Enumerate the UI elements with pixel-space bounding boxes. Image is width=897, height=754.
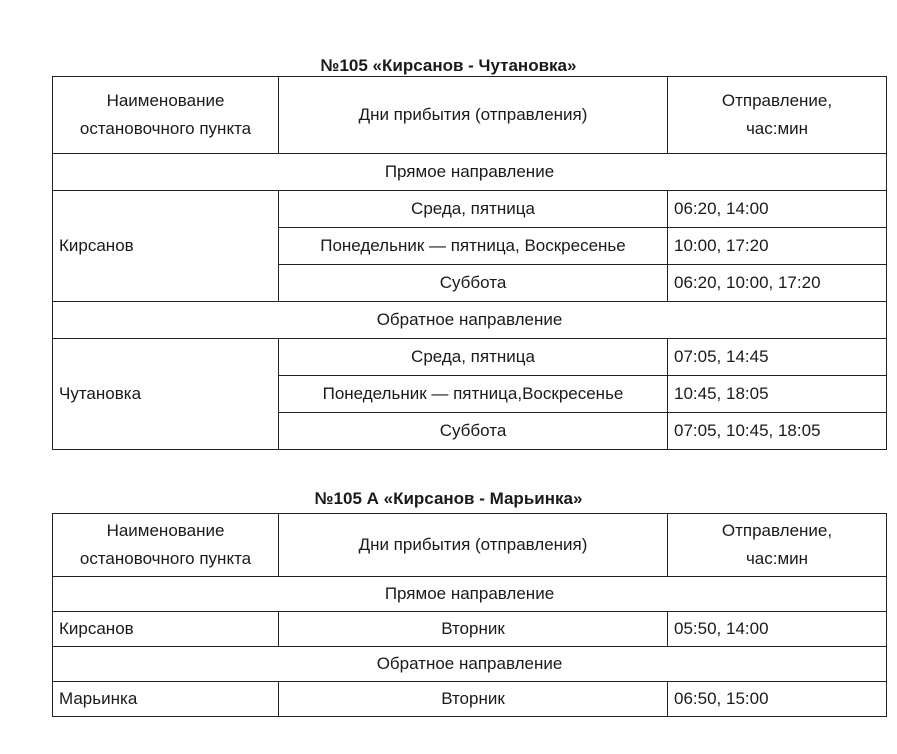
table-row (53, 612, 887, 647)
header-days: Дни прибытия (отправления) (279, 77, 668, 154)
table1-title: №105 «Кирсанов - Чутановка» (320, 56, 577, 75)
header-stop (53, 514, 279, 577)
stop-name: Марьинка (53, 682, 279, 717)
header-row (53, 514, 887, 577)
time-cell: 07:05, 14:45 (668, 339, 887, 376)
header-stop-line2: остановочного пункта (79, 549, 252, 568)
table2-title: №105 А «Кирсанов - Марьинка» (314, 489, 583, 508)
days-cell: Среда, пятница (279, 191, 668, 228)
days-cell: Вторник (279, 612, 668, 647)
section-row-backward (53, 302, 887, 339)
time-cell: 10:00, 17:20 (668, 228, 887, 265)
header-stop-line2: остановочного пункта (79, 119, 252, 138)
header-time-line1: Отправление, (721, 521, 833, 540)
stop-name: Чутановка (53, 339, 279, 450)
header-row (53, 77, 887, 154)
header-time-line2: час:мин (745, 119, 809, 138)
days-cell: Суббота (279, 265, 668, 302)
header-stop-line1: Наименование (106, 91, 225, 110)
header-stop (53, 77, 279, 154)
days-cell: Среда, пятница (279, 339, 668, 376)
days-cell: Понедельник — пятница,Воскресенье (279, 376, 668, 413)
days-cell: Вторник (279, 682, 668, 717)
header-time (668, 514, 887, 577)
section-row-forward (53, 154, 887, 191)
section-forward-label: Прямое направление (53, 577, 887, 612)
section-row-backward (53, 647, 887, 682)
time-cell: 06:20, 10:00, 17:20 (668, 265, 887, 302)
time-cell: 07:05, 10:45, 18:05 (668, 413, 887, 450)
header-time-line1: Отправление, (721, 91, 833, 110)
days-cell: Понедельник — пятница, Воскресенье (279, 228, 668, 265)
stop-name: Кирсанов (53, 612, 279, 647)
header-stop-line1: Наименование (106, 521, 225, 540)
time-cell: 06:20, 14:00 (668, 191, 887, 228)
days-cell: Суббота (279, 413, 668, 450)
time-cell: 06:50, 15:00 (668, 682, 887, 717)
header-time (668, 77, 887, 154)
section-backward-label: Обратное направление (53, 302, 887, 339)
table-row (53, 339, 887, 376)
section-row-forward (53, 577, 887, 612)
header-time-line2: час:мин (745, 549, 809, 568)
header-days: Дни прибытия (отправления) (279, 514, 668, 577)
section-backward-label: Обратное направление (53, 647, 887, 682)
table-row (53, 191, 887, 228)
schedule-table-105 (52, 76, 887, 450)
stop-name: Кирсанов (53, 191, 279, 302)
time-cell: 10:45, 18:05 (668, 376, 887, 413)
table-row (53, 682, 887, 717)
section-forward-label: Прямое направление (53, 154, 887, 191)
schedule-table-105a (52, 513, 887, 717)
time-cell: 05:50, 14:00 (668, 612, 887, 647)
